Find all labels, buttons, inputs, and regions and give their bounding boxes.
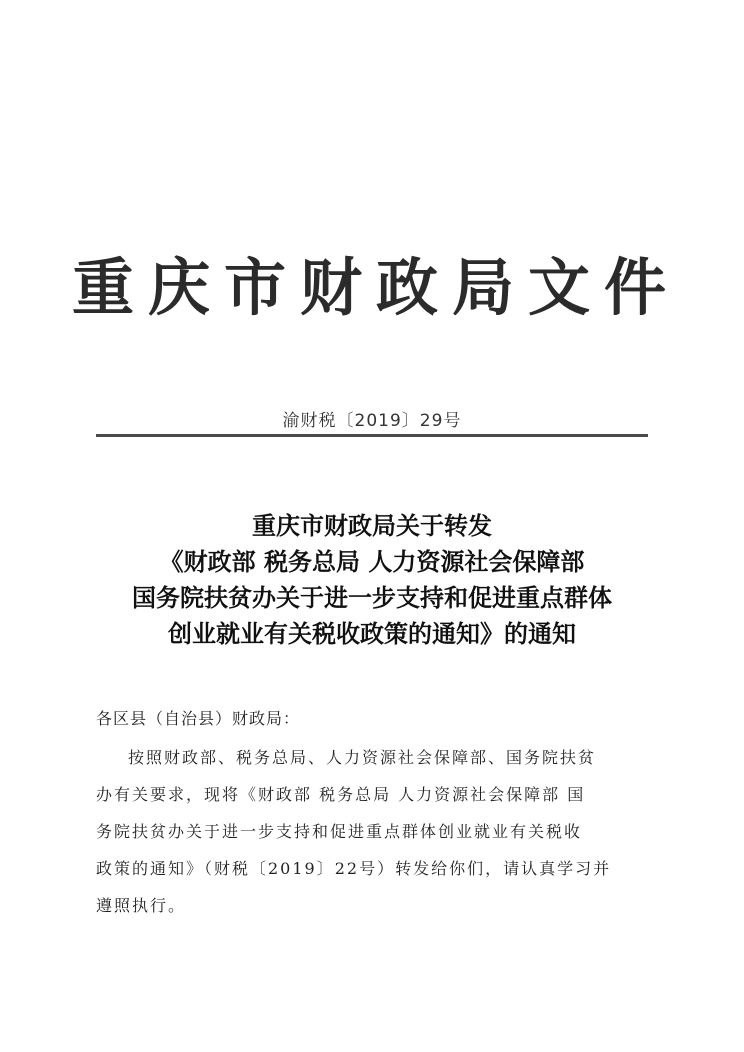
body-line: 遵照执行。 [96, 896, 187, 915]
title-line: 创业就业有关税收政策的通知》的通知 [168, 619, 576, 648]
header-divider [96, 434, 648, 437]
document-header: 重庆市财政局文件 [71, 251, 680, 324]
title-line: 重庆市财政局关于转发 [252, 511, 492, 540]
document-title [60, 508, 684, 652]
addressee: 各区县（自治县）财政局： [96, 709, 301, 728]
body-line: 务院扶贫办关于进一步支持和促进重点群体创业就业有关税收 [96, 822, 583, 841]
body-paragraph [96, 739, 656, 924]
body-line: 按照财政部、税务总局、人力资源社会保障部、国务院扶贫 [128, 748, 597, 767]
body-line: 政策的通知》（财税〔2019〕22号）转发给你们，请认真学习并 [96, 859, 612, 878]
title-line: 《财政部 税务总局 人力资源社会保障部 [159, 547, 585, 576]
document-number: 渝财税〔2019〕29号 [282, 411, 462, 431]
title-line: 国务院扶贫办关于进一步支持和促进重点群体 [132, 583, 612, 612]
body-line: 办有关要求，现将《财政部 税务总局 人力资源社会保障部 国 [96, 785, 586, 804]
